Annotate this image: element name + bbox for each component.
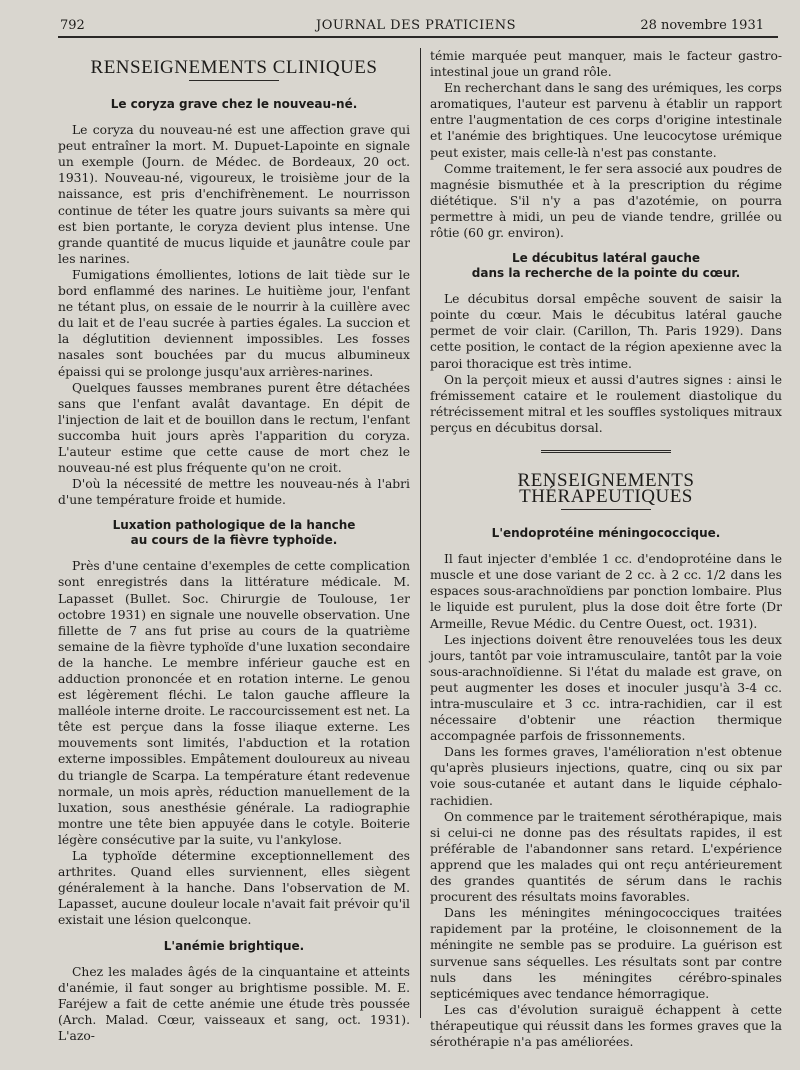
paragraph: Comme traitement, le fer sera associé aux poudres de magnésie bismuthée et à la prescription du régime diététique. S'il n'y a pas d'azotémie, on pourra permettre à midi, un peu de viande tendre, grillée ou rôtie (60 gr. environ). — [430, 161, 782, 241]
article-title-coryza: Le coryza grave chez le nouveau-né. — [110, 97, 358, 112]
paragraph: En recherchant dans le sang des urémiques, les corps aromatiques, l'auteur est parvenu à établir un rapport entre l'augmentation de ces corps d'origine intestinale et l'anémie des brightiques. Une leucocytose urémique peut exister, mais celle-là n'est pas constante. — [430, 81, 782, 160]
double-rule-separator — [541, 450, 671, 455]
paragraph: Chez les malades âgés de la cinquantaine et atteints d'anémie, il faut songer au brightisme possible. M. E. Faréjew a fait de cette anémie une étude très poussée (Arch. Malad. Cœur, vaisseaux et sang, oct. 1931). L'azo- — [58, 964, 410, 1043]
paragraph: Le coryza du nouveau-né est une affection grave qui peut entraîner la mort. M. Dupuet-Lapointe en signale un exemple (Journ. de Médec. de Bordeaux, 20 oct. 1931). Nouveau-né, vigoureux, le troisième jour de la naissance, est pris d'enchifrènement. Le nourrisson continue de téter les quatre jours suivants sa mère qui est bien portante, le coryza devient plus intense. Une grande quantité de mucus liquide et jaunâtre coule par les narines. — [58, 123, 410, 266]
paragraph: Dans les formes graves, l'amélioration n'est obtenue qu'après plusieurs injections, quatre, cinq ou six par voie sous-cutanée et autant dans le liquide céphalo-rachidien. — [430, 745, 782, 808]
paragraph: Fumigations émollientes, lotions de lait tiède sur le bord enflammé des narines. Le huitième jour, l'enfant ne tétant plus, on essaie de le nourrir à la cuillère avec du lait et de l'eau sucrée à parties égales. La succion et la déglutition deviennent impossibles. Les fosses nasales sont bouchées par du mucus albumineux épaissi qui se prolonge jusqu'aux arrières-narines. — [58, 267, 410, 379]
paragraph: On la perçoit mieux et aussi d'autres signes : ainsi le frémissement cataire et le roulement diastolique du rétrécissement mitral et les souffles systoliques mitraux perçus en décubitus dorsal. — [430, 372, 782, 435]
article-title-line: Le décubitus latéral gauche — [511, 251, 701, 266]
article-title-luxation — [58, 518, 410, 548]
article-title-line: dans la recherche de la pointe du cœur. — [471, 266, 741, 281]
column-divider — [420, 48, 421, 1018]
paragraph: Quelques fausses membranes purent être détachées sans que l'enfant avalât davantage. En dépit de l'injection de lait et de bouillon dans le rectum, l'enfant succomba huit jours après l'apparition du coryza. L'auteur estime que cette cause de mort chez le nouveau-né est plus fréquente qu'on ne croit. — [58, 380, 410, 476]
two-column-body — [58, 48, 782, 1058]
section-title-therapeutic: RENSEIGNEMENTS THÉRAPEUTIQUES — [517, 469, 695, 508]
paragraph: témie marquée peut manquer, mais le facteur gastro-intestinal joue un grand rôle. — [430, 49, 782, 80]
right-column — [430, 48, 782, 1050]
page-number: 792 — [60, 18, 85, 33]
paragraph: Les injections doivent être renouvelées tous les deux jours, tantôt par voie intramusculaire, tantôt par la voie sous-arachnoïdienne. Si l'état du malade est grave, on peut augmenter les doses et inoculer jusqu'à 3-4 cc. intra-musculaire et 3 cc. intra-rachidien, car il est nécessaire d'obtenir une réaction thermique accompagnée parfois de frissonnements. — [430, 632, 782, 744]
article-title-line: Luxation pathologique de la hanche — [112, 518, 356, 533]
section-title-rule — [561, 509, 651, 510]
issue-date: 28 novembre 1931 — [640, 18, 764, 33]
paragraph: Le décubitus dorsal empêche souvent de saisir la pointe du cœur. Mais le décubitus latéral gauche permet de voir clair. (Carillon, Th. Paris 1929). Dans cette position, le contact de la région apexienne avec la paroi thoracique est très intime. — [430, 292, 782, 371]
section-title-clinical: RENSEIGNEMENTS CLINIQUES — [90, 57, 378, 78]
paragraph: Les cas d'évolution suraiguë échappent à cette thérapeutique qui réussit dans les formes graves que la sérothérapie n'a pas améliorées. — [430, 1002, 782, 1049]
article-title-line: au cours de la fièvre typhoïde. — [130, 533, 338, 548]
header-rule — [58, 36, 778, 38]
article-title-endoproteine: L'endoprotéine méningococcique. — [491, 526, 721, 541]
left-column — [58, 48, 410, 1044]
journal-title: JOURNAL DES PRATICIENS — [316, 18, 516, 33]
article-title-anemie: L'anémie brightique. — [163, 938, 305, 953]
paragraph: Près d'une centaine d'exemples de cette complication sont enregistrés dans la littérature médicale. M. Lapasset (Bullet. Soc. Chirurgie de Toulouse, 1er octobre 1931) en signale une nouvelle observation. Une fillette de 7 ans fut prise au cours de la quatrième semaine de la fièvre typhoïde d'une luxation secondaire de la hanche. Le membre inférieur gauche est en adduction prononcée et en rotation interne. Le genou est légèrement fléchi. Le talon gauche affleure la malléole interne droite. Le raccourcissement est net. La tête est perçue dans la fosse iliaque externe. Les mouvements sont limités, l'abduction et la rotation externe impossibles. Empâtement douloureux au niveau du triangle de Scarpa. La température étant redevenue normale, un mois après, réduction manuellement de la luxation, sous anesthésie générale. La radiographie montre une tête bien appuyée dans le cotyle. Boiterie légère consécutive par la suite, vu l'ankylose. — [58, 559, 410, 847]
section-title-rule — [189, 80, 279, 81]
paragraph: Il faut injecter d'emblée 1 cc. d'endoprotéine dans le muscle et une dose variant de 2 cc. à 2 cc. 1/2 dans les espaces sous-arachnoïdiens par ponction lombaire. Plus le liquide est purulent, plus la dose doit être forte (Dr Armeille, Revue Médic. du Centre Ouest, oct. 1931). — [430, 552, 782, 631]
paragraph: On commence par le traitement sérothérapique, mais si celui-ci ne donne pas des résultats rapides, il est préférable de l'abandonner sans retard. L'expérience apprend que les malades qui ont reçu antérieurement des grandes quantités de sérum dans le rachis procurent des résultats moins favorables. — [430, 809, 782, 905]
paragraph: La typhoïde détermine exceptionnellement des arthrites. Quand elles surviennent, elles siègent généralement à la hanche. Dans l'observation de M. Lapasset, aucune douleur locale n'avait fait prévoir qu'il existait une lésion quelconque. — [58, 849, 410, 928]
page-header — [46, 14, 786, 36]
article-title-decubitus — [430, 251, 782, 281]
paragraph: D'où la nécessité de mettre les nouveau-nés à l'abri d'une température froide et humide. — [58, 477, 410, 508]
paragraph: Dans les méningites méningococciques traitées rapidement par la protéine, le cloisonnement de la méningite ne semble pas se produire. La guérison est survenue sans séquelles. Les résultats sont par contre nuls dans les méningites cérébro-spinales septicémiques avec tendance hémorragique. — [430, 906, 782, 1001]
